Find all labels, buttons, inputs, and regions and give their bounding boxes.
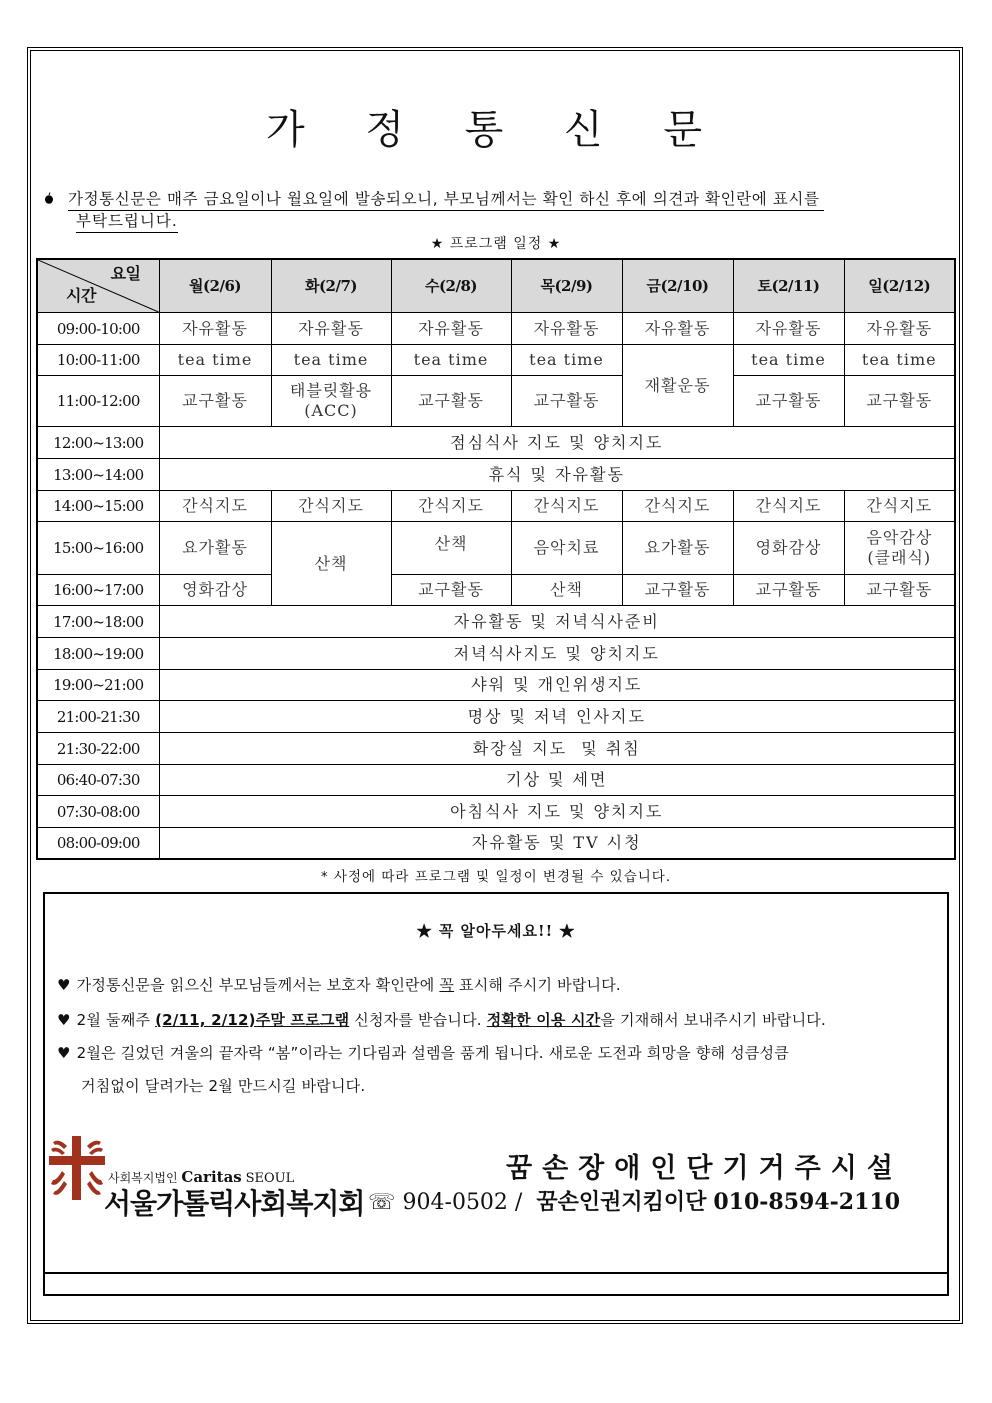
header-row: [37, 259, 955, 313]
table-row: [37, 459, 955, 491]
table-row: [37, 765, 955, 796]
activity-cell: 교구활동: [733, 376, 844, 427]
notice-line-1: 가정통신문은 매주 금요일이나 월요일에 발송되오니, 부모님께서는 확인 하신 후에 의견과 확인란에 표시를: [68, 188, 824, 211]
time-cell: 14:00~15:00: [37, 491, 159, 522]
table-row: [37, 522, 955, 575]
activity-cell: 요가활동: [159, 522, 271, 575]
activity-cell: 교구활동: [391, 376, 511, 427]
team-phone: 010-8594-2110: [713, 1189, 901, 1215]
activity-cell: 산책: [391, 522, 511, 575]
box-divider: [45, 1272, 947, 1274]
activity-cell: 산책: [511, 575, 622, 606]
logo-prefix: 사회복지법인: [108, 1171, 178, 1185]
activity-cell: 교구활동: [622, 575, 733, 606]
activity-cell: 화장실 지도 및 취침: [159, 733, 955, 765]
activity-cell: 자유활동: [511, 313, 622, 345]
notice-line-2: 부탁드립니다.: [76, 210, 178, 233]
day-header: 토(2/11): [733, 259, 844, 313]
activity-cell: 재활운동: [622, 345, 733, 427]
corner-time-label: 시간: [66, 286, 96, 305]
notice-text: 신청자를 받습니다.: [349, 1011, 487, 1029]
apple-bullet-icon: [44, 192, 54, 204]
activity-cell: 태블릿활용 (ACC): [271, 376, 391, 427]
time-cell: 12:00~13:00: [37, 427, 159, 459]
activity-cell: 자유활동: [159, 313, 271, 345]
activity-cell: 요가활동: [622, 522, 733, 575]
notice-text: 2월은 길었던 겨울의 끝자락 “봄”이라는 기다림과 설렘을 품게 됩니다. 새로운 도전과 희망을 향해 성큼성큼: [76, 1044, 789, 1062]
phone-number: 904-0502 /: [402, 1190, 523, 1215]
table-row: [37, 638, 955, 670]
table-row: [37, 828, 955, 859]
notice-item: [57, 1042, 789, 1063]
time-cell: 17:00~18:00: [37, 606, 159, 638]
time-cell: 08:00-09:00: [37, 828, 159, 859]
time-cell: 09:00-10:00: [37, 313, 159, 345]
activity-cell: 기상 및 세면: [159, 765, 955, 796]
table-row: [37, 345, 955, 376]
notice-box-heading: ★ 꼭 알아두세요!! ★: [416, 922, 576, 940]
time-cell: 18:00~19:00: [37, 638, 159, 670]
notice-item: [57, 974, 621, 995]
activity-cell: 간식지도: [844, 491, 955, 522]
heart-icon: ♥: [57, 1044, 71, 1062]
activity-cell: tea time: [159, 345, 271, 376]
activity-cell: 자유활동 및 저녁식사준비: [159, 606, 955, 638]
activity-cell: 자유활동: [622, 313, 733, 345]
activity-cell: 자유활동 및 TV 시청: [159, 828, 955, 859]
table-row: [37, 427, 955, 459]
day-header: 일(2/12): [844, 259, 955, 313]
day-header: 화(2/7): [271, 259, 391, 313]
activity-cell: 영화감상: [733, 522, 844, 575]
contact-line: [368, 1185, 900, 1216]
activity-cell: 산책: [271, 522, 391, 606]
activity-cell: 명상 및 저녁 인사지도: [159, 701, 955, 733]
caritas-logo-icon: [49, 1136, 105, 1200]
corner-day-label: 요일: [110, 264, 141, 283]
schedule-table: [36, 258, 956, 860]
activity-cell: 자유활동: [733, 313, 844, 345]
heart-icon: ♥: [57, 976, 71, 994]
activity-cell: 교구활동: [391, 575, 511, 606]
time-cell: 15:00~16:00: [37, 522, 159, 575]
time-cell: 11:00-12:00: [37, 376, 159, 427]
logo-caritas: Caritas: [181, 1168, 242, 1186]
activity-cell: 자유활동: [271, 313, 391, 345]
emphasis-text: 정확한 이용 시간: [486, 1011, 601, 1029]
time-cell: 07:30-08:00: [37, 796, 159, 828]
activity-cell: tea time: [391, 345, 511, 376]
activity-cell: 간식지도: [622, 491, 733, 522]
activity-cell: tea time: [733, 345, 844, 376]
activity-cell: tea time: [844, 345, 955, 376]
activity-cell: 교구활동: [159, 376, 271, 427]
activity-cell: 간식지도: [271, 491, 391, 522]
activity-cell: 교구활동: [844, 376, 955, 427]
emphasis-text: (2/11, 2/12)주말 프로그램: [155, 1011, 350, 1029]
activity-cell: 자유활동: [391, 313, 511, 345]
activity-cell: tea time: [271, 345, 391, 376]
notice-item: [57, 1009, 826, 1030]
table-row: [37, 313, 955, 345]
heart-icon: ♥: [57, 1011, 71, 1029]
time-cell: 10:00-11:00: [37, 345, 159, 376]
activity-cell: 간식지도: [391, 491, 511, 522]
table-row: [37, 733, 955, 765]
activity-cell: 자유활동: [844, 313, 955, 345]
table-row: [37, 491, 955, 522]
activity-cell: 아침식사 지도 및 양치지도: [159, 796, 955, 828]
activity-cell: 음악감상 (클래식): [844, 522, 955, 575]
day-header: 수(2/8): [391, 259, 511, 313]
notice-text: 가정통신문을 읽으신 부모님들께서는 보호자 확인란에: [76, 976, 440, 994]
activity-cell: 교구활동: [844, 575, 955, 606]
emphasis-text: 꼭: [439, 976, 455, 994]
day-header: 목(2/9): [511, 259, 622, 313]
phone-icon: ☏: [368, 1190, 396, 1215]
program-heading: ★ 프로그램 일정 ★: [430, 236, 562, 252]
day-header: 금(2/10): [622, 259, 733, 313]
logo-seoul: SEOUL: [245, 1171, 295, 1186]
time-cell: 16:00~17:00: [37, 575, 159, 606]
activity-cell: 저녁식사지도 및 양치지도: [159, 638, 955, 670]
table-row: [37, 575, 955, 606]
notice-text: 2월 둘째주: [76, 1011, 156, 1029]
time-cell: 19:00~21:00: [37, 670, 159, 701]
table-row: [37, 701, 955, 733]
table-row: [37, 376, 955, 427]
time-cell: 13:00~14:00: [37, 459, 159, 491]
activity-cell: 교구활동: [733, 575, 844, 606]
day-header: 월(2/6): [159, 259, 271, 313]
time-cell: 06:40-07:30: [37, 765, 159, 796]
table-row: [37, 606, 955, 638]
activity-cell: tea time: [511, 345, 622, 376]
schedule-footnote: * 사정에 따라 프로그램 및 일정이 변경될 수 있습니다.: [320, 869, 672, 885]
time-cell: 21:00-21:30: [37, 701, 159, 733]
notice-text: 을 기재해서 보내주시기 바랍니다.: [600, 1011, 826, 1029]
activity-cell: 간식지도: [159, 491, 271, 522]
notice-item-continuation: 거침없이 달려가는 2월 만드시길 바랍니다.: [81, 1077, 366, 1095]
activity-cell: 간식지도: [511, 491, 622, 522]
corner-cell: [37, 259, 159, 313]
notice-text: 표시해 주시기 바랍니다.: [454, 976, 621, 994]
time-cell: 21:30-22:00: [37, 733, 159, 765]
logo-org-name: 서울가톨릭사회복지회: [104, 1187, 365, 1220]
activity-cell: 점심식사 지도 및 양치지도: [159, 427, 955, 459]
notice-box: [43, 892, 949, 1296]
activity-cell: 음악치료: [511, 522, 622, 575]
activity-cell: 샤워 및 개인위생지도: [159, 670, 955, 701]
page-title: 가 정 통 신 문: [265, 107, 727, 153]
table-row: [37, 796, 955, 828]
activity-cell: 영화감상: [159, 575, 271, 606]
activity-cell: 휴식 및 자유활동: [159, 459, 955, 491]
activity-cell: 간식지도: [733, 491, 844, 522]
table-row: [37, 670, 955, 701]
team-name: 꿈손인권지킴이단: [536, 1189, 707, 1215]
activity-cell: 교구활동: [511, 376, 622, 427]
facility-name: 꿈손장애인단기거주시설: [506, 1153, 903, 1184]
